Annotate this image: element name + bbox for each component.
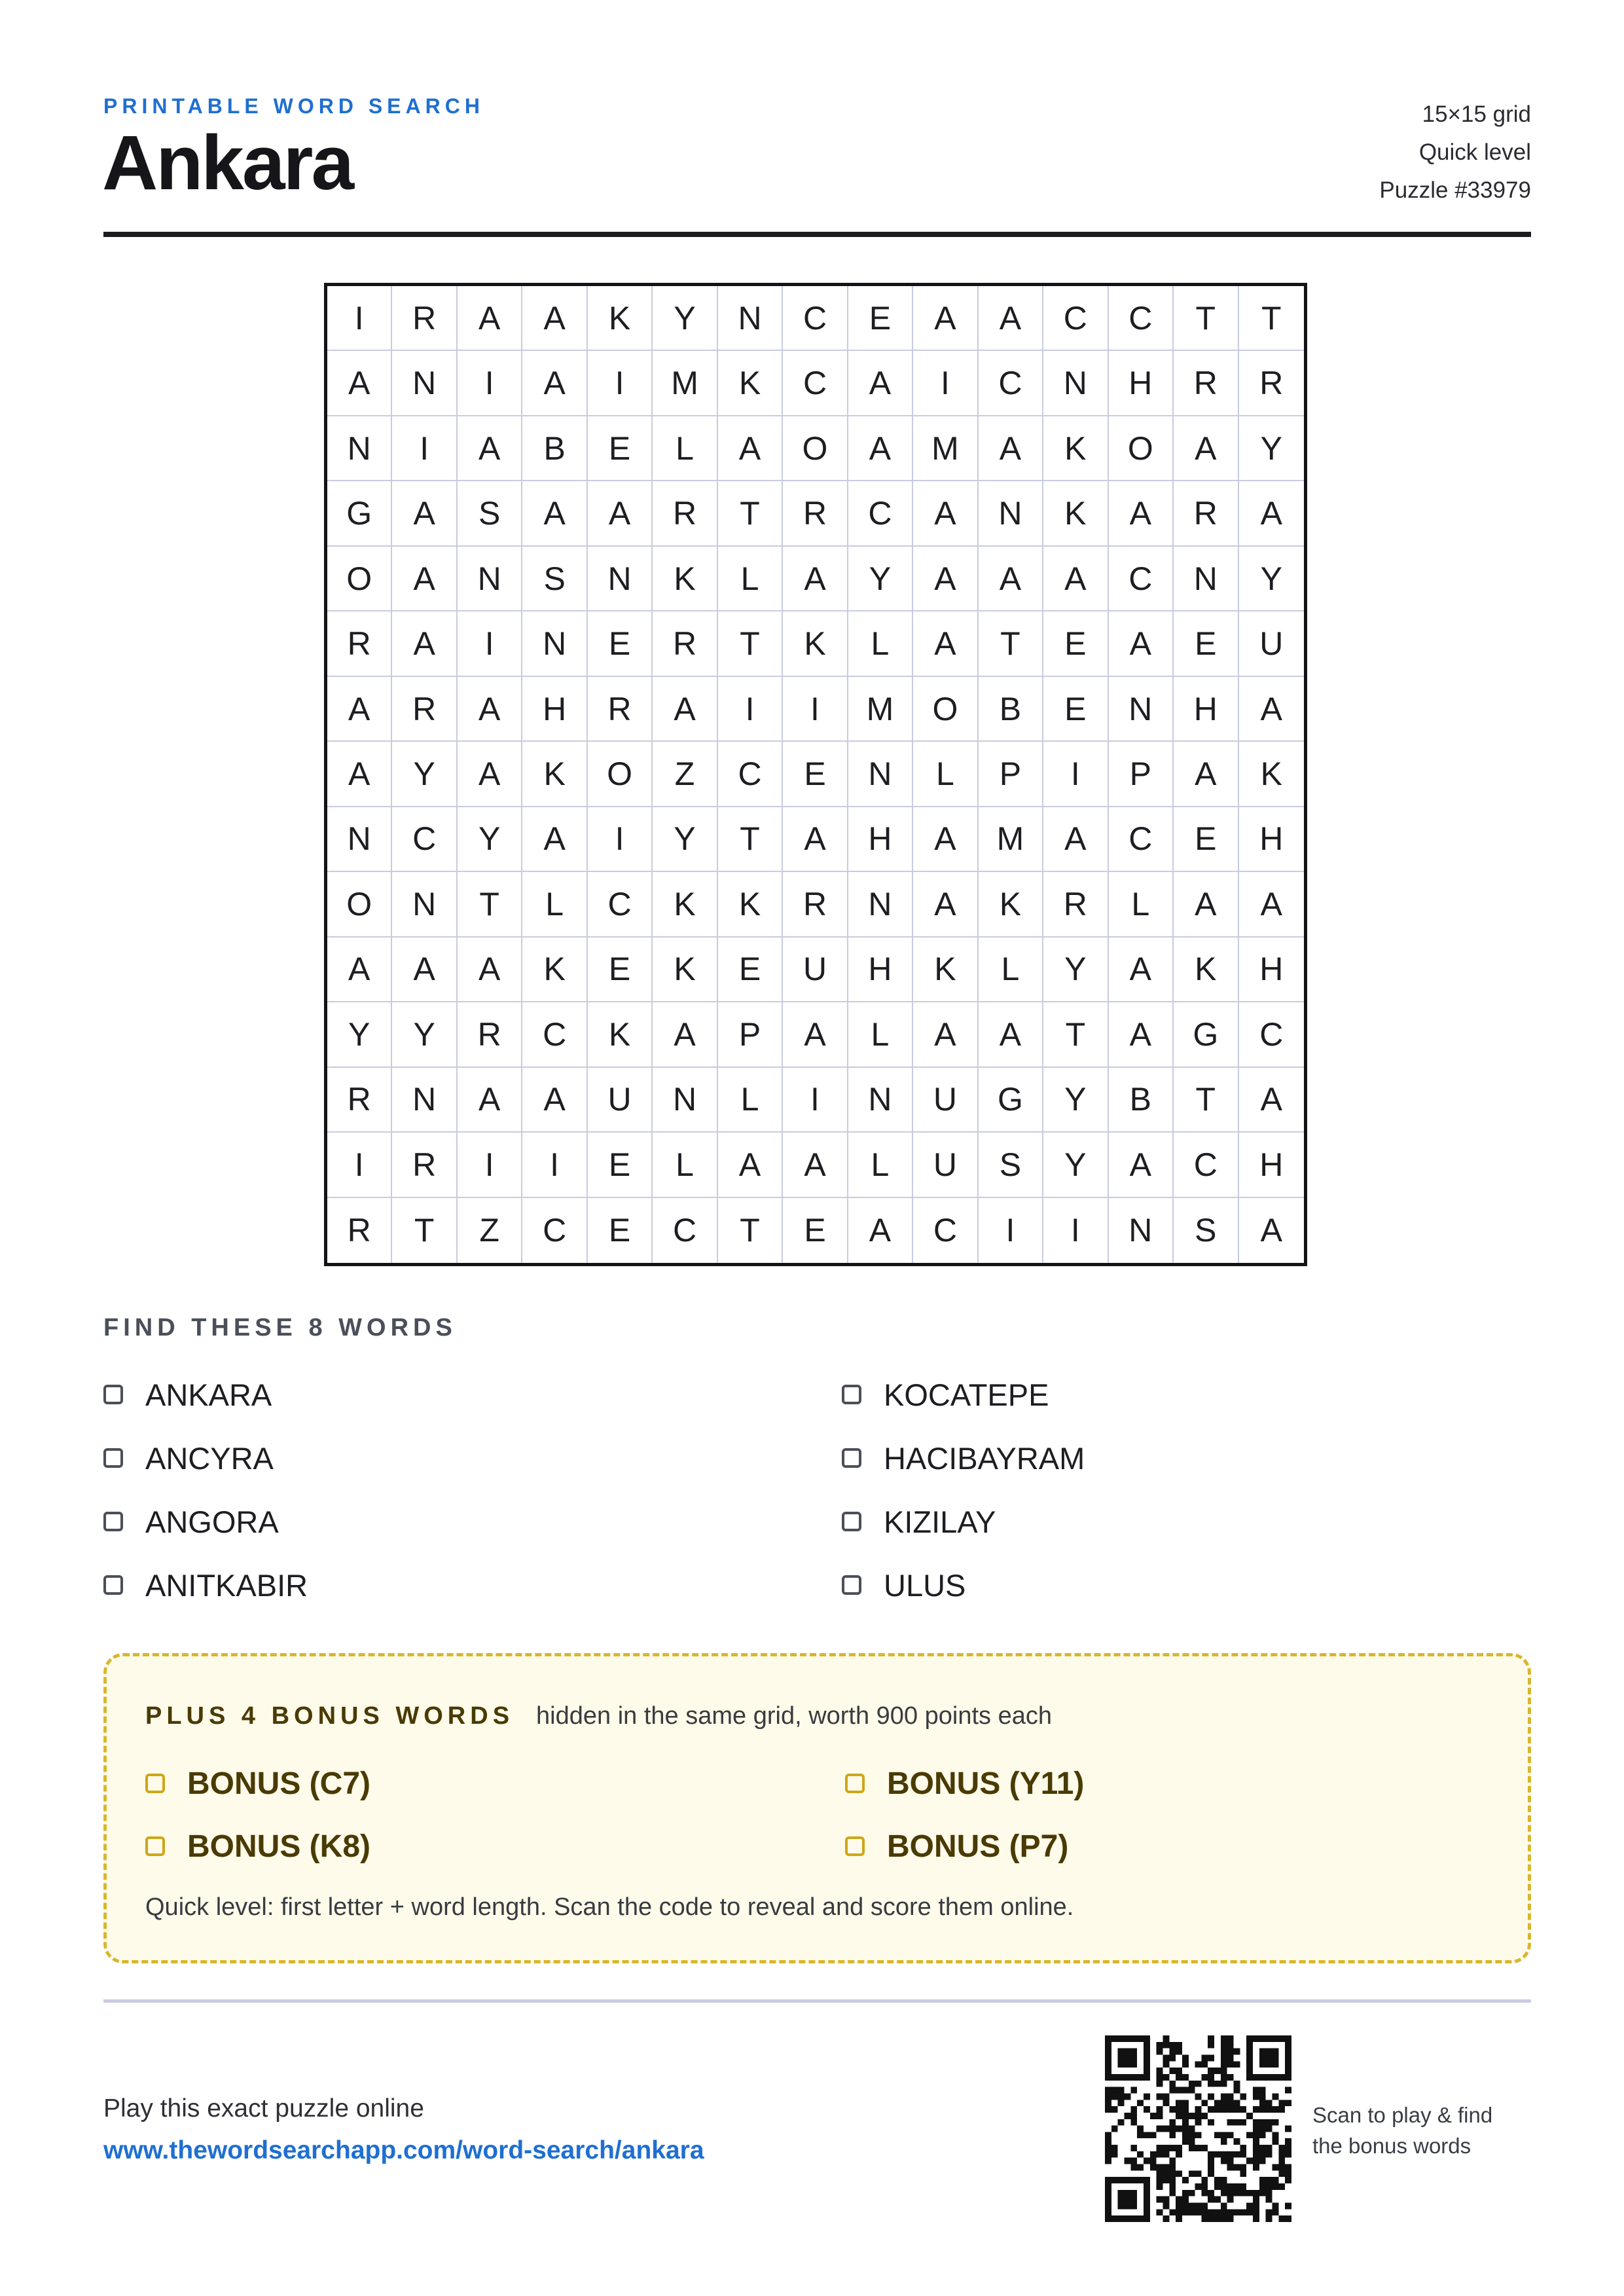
page-title: Ankara [102, 120, 353, 206]
letter-grid [324, 283, 1307, 1266]
grid-cell[interactable]: R [458, 1002, 522, 1067]
grid-cell[interactable]: Y [653, 807, 717, 872]
grid-cell[interactable]: T [718, 1198, 783, 1263]
grid-cell[interactable]: A [718, 416, 783, 481]
grid-cell[interactable]: C [1043, 286, 1108, 351]
grid-cell[interactable]: A [1109, 481, 1174, 546]
grid-cell[interactable]: I [1043, 1198, 1108, 1263]
grid-cell[interactable]: C [653, 1198, 717, 1263]
checkbox[interactable] [103, 1448, 123, 1468]
grid-cell[interactable]: I [458, 611, 522, 676]
grid-cell[interactable]: A [783, 547, 848, 611]
grid-cell[interactable]: Z [458, 1198, 522, 1263]
grid-cell[interactable]: P [1109, 742, 1174, 807]
grid-cell[interactable]: H [1239, 807, 1304, 872]
grid-cell[interactable]: I [588, 351, 653, 416]
qr-code-icon[interactable] [1105, 2035, 1291, 2222]
grid-cell[interactable]: K [1174, 938, 1238, 1002]
grid-cell[interactable]: S [522, 547, 587, 611]
grid-cell[interactable]: K [1043, 416, 1108, 481]
grid-cell[interactable]: Y [1239, 416, 1304, 481]
grid-cell[interactable]: I [1043, 742, 1108, 807]
grid-cell[interactable]: S [458, 481, 522, 546]
grid-cell[interactable]: A [913, 1002, 978, 1067]
word-label: KOCATEPE [884, 1377, 1049, 1412]
bonus-word-label: BONUS (Y11) [887, 1766, 1085, 1801]
grid-cell[interactable]: E [783, 1198, 848, 1263]
grid-cell[interactable]: Y [458, 807, 522, 872]
grid-cell[interactable]: C [979, 351, 1043, 416]
grid-cell[interactable]: K [1043, 481, 1108, 546]
grid-cell[interactable]: A [1043, 807, 1108, 872]
grid-cell[interactable]: A [783, 807, 848, 872]
grid-cell[interactable]: R [327, 1068, 392, 1133]
grid-cell[interactable]: A [1239, 481, 1304, 546]
grid-cell[interactable]: K [588, 1002, 653, 1067]
bonus-word-item [845, 1825, 1494, 1867]
grid-cell[interactable]: N [327, 416, 392, 481]
grid-cell[interactable]: C [522, 1002, 587, 1067]
grid-cell[interactable]: R [392, 677, 457, 742]
grid-cell[interactable]: A [848, 351, 913, 416]
grid-cell[interactable]: Y [392, 742, 457, 807]
grid-cell[interactable]: N [522, 611, 587, 676]
grid-cell[interactable]: N [1109, 677, 1174, 742]
grid-cell[interactable]: A [1109, 938, 1174, 1002]
grid-cell[interactable]: A [522, 351, 587, 416]
word-list [103, 1374, 1531, 1628]
grid-cell[interactable]: R [783, 872, 848, 937]
grid-cell[interactable]: R [783, 481, 848, 546]
grid-cell[interactable]: T [718, 481, 783, 546]
grid-cell[interactable]: E [588, 1198, 653, 1263]
grid-cell[interactable]: I [913, 351, 978, 416]
word-label: ANGORA [145, 1504, 279, 1539]
grid-cell[interactable]: A [913, 872, 978, 937]
grid-cell[interactable]: H [1239, 938, 1304, 1002]
grid-cell[interactable]: T [718, 611, 783, 676]
bonus-checkbox[interactable] [145, 1774, 165, 1793]
grid-cell[interactable]: Y [1239, 547, 1304, 611]
grid-cell[interactable]: T [458, 872, 522, 937]
grid-cell[interactable]: A [522, 286, 587, 351]
word-label: ANCYRA [145, 1440, 274, 1476]
grid-cell[interactable]: A [653, 677, 717, 742]
grid-cell[interactable]: L [848, 611, 913, 676]
grid-cell[interactable]: N [1043, 351, 1108, 416]
word-item [842, 1501, 1531, 1542]
word-label: ULUS [884, 1567, 966, 1603]
grid-cell[interactable]: T [392, 1198, 457, 1263]
grid-cell[interactable]: A [979, 286, 1043, 351]
grid-cell[interactable]: C [1109, 807, 1174, 872]
grid-cell[interactable]: T [1239, 286, 1304, 351]
word-item [842, 1564, 1531, 1606]
grid-cell[interactable]: A [458, 742, 522, 807]
grid-cell[interactable]: L [848, 1133, 913, 1197]
grid-cell[interactable]: A [979, 547, 1043, 611]
grid-cell[interactable]: E [783, 742, 848, 807]
grid-cell[interactable]: K [653, 547, 717, 611]
grid-cell[interactable]: A [392, 938, 457, 1002]
grid-cell[interactable]: R [392, 286, 457, 351]
grid-cell[interactable]: C [1239, 1002, 1304, 1067]
grid-cell[interactable]: K [783, 611, 848, 676]
grid-cell[interactable]: C [588, 872, 653, 937]
grid-cell[interactable]: A [913, 286, 978, 351]
grid-cell[interactable]: A [783, 1002, 848, 1067]
grid-cell[interactable]: I [718, 677, 783, 742]
grid-cell[interactable]: K [913, 938, 978, 1002]
grid-cell[interactable]: G [327, 481, 392, 546]
checkbox[interactable] [103, 1575, 123, 1595]
grid-cell[interactable]: B [979, 677, 1043, 742]
grid-cell[interactable]: L [653, 416, 717, 481]
grid-cell[interactable]: A [1239, 677, 1304, 742]
grid-cell[interactable]: M [653, 351, 717, 416]
grid-cell[interactable]: E [1174, 611, 1238, 676]
bonus-title: PLUS 4 BONUS WORDS [145, 1702, 514, 1730]
checkbox[interactable] [842, 1512, 861, 1531]
grid-cell[interactable]: A [458, 1068, 522, 1133]
grid-cell[interactable]: E [588, 938, 653, 1002]
find-heading: FIND THESE 8 WORDS [103, 1314, 457, 1341]
bonus-header [145, 1702, 1052, 1730]
grid-cell[interactable]: C [848, 481, 913, 546]
grid-cell[interactable]: A [588, 481, 653, 546]
puzzle-number: Puzzle #33979 [1379, 177, 1531, 203]
grid-cell[interactable]: A [1174, 742, 1238, 807]
play-online-label: Play this exact puzzle online [103, 2094, 424, 2123]
grid-cell[interactable]: C [783, 351, 848, 416]
bonus-word-item [845, 1762, 1494, 1804]
grid-cell[interactable]: N [392, 872, 457, 937]
grid-cell[interactable]: I [458, 351, 522, 416]
grid-cell[interactable]: E [848, 286, 913, 351]
word-label: KIZILAY [884, 1504, 996, 1539]
grid-cell[interactable]: I [392, 416, 457, 481]
grid-cell[interactable]: I [783, 677, 848, 742]
grid-cell[interactable]: O [327, 547, 392, 611]
grid-cell[interactable]: U [783, 938, 848, 1002]
grid-cell[interactable]: A [392, 547, 457, 611]
grid-cell[interactable]: I [327, 1133, 392, 1197]
puzzle-url-link[interactable]: www.thewordsearchapp.com/word-search/ankara [103, 2136, 704, 2164]
grid-cell[interactable]: T [1174, 286, 1238, 351]
level: Quick level [1418, 139, 1531, 165]
grid-cell[interactable]: A [653, 1002, 717, 1067]
bonus-note: Quick level: first letter + word length. Scan the code to reveal and score them online. [145, 1893, 1074, 1921]
grid-cell[interactable]: M [913, 416, 978, 481]
grid-cell[interactable]: I [979, 1198, 1043, 1263]
grid-cell[interactable]: L [522, 872, 587, 937]
grid-cell[interactable]: B [1109, 1068, 1174, 1133]
scan-caption [1312, 2100, 1492, 2161]
grid-cell[interactable]: A [913, 481, 978, 546]
grid-cell[interactable]: L [848, 1002, 913, 1067]
grid-cell[interactable]: L [913, 742, 978, 807]
grid-cell[interactable]: A [392, 611, 457, 676]
grid-cell[interactable]: G [1174, 1002, 1238, 1067]
grid-cell[interactable]: A [718, 1133, 783, 1197]
grid-cell[interactable]: K [653, 872, 717, 937]
grid-cell[interactable]: K [653, 938, 717, 1002]
grid-cell[interactable]: A [327, 351, 392, 416]
checkbox[interactable] [103, 1385, 123, 1404]
grid-cell[interactable]: U [1239, 611, 1304, 676]
grid-cell[interactable]: O [783, 416, 848, 481]
grid-cell[interactable]: A [458, 286, 522, 351]
grid-cell[interactable]: K [1239, 742, 1304, 807]
grid-cell[interactable]: A [327, 742, 392, 807]
grid-cell[interactable]: I [783, 1068, 848, 1133]
grid-cell[interactable]: R [653, 481, 717, 546]
grid-cell[interactable]: Y [1043, 1068, 1108, 1133]
grid-cell[interactable]: C [783, 286, 848, 351]
grid-cell[interactable]: P [718, 1002, 783, 1067]
word-item [103, 1437, 842, 1479]
checkbox[interactable] [842, 1385, 861, 1404]
grid-cell[interactable]: A [458, 677, 522, 742]
grid-cell[interactable]: L [1109, 872, 1174, 937]
word-label: ANITKABIR [145, 1567, 308, 1603]
grid-cell[interactable]: R [1174, 481, 1238, 546]
grid-cell[interactable]: A [848, 1198, 913, 1263]
checkbox[interactable] [842, 1575, 861, 1595]
puzzle-meta [1379, 96, 1531, 210]
grid-cell[interactable]: O [588, 742, 653, 807]
grid-cell[interactable]: K [522, 742, 587, 807]
grid-cell[interactable]: A [392, 481, 457, 546]
grid-cell[interactable]: H [1174, 677, 1238, 742]
grid-cell[interactable]: N [848, 872, 913, 937]
grid-cell[interactable]: T [718, 807, 783, 872]
grid-cell[interactable]: M [979, 807, 1043, 872]
grid-cell[interactable]: A [522, 1068, 587, 1133]
grid-cell[interactable]: R [653, 611, 717, 676]
grid-cell[interactable]: A [1239, 872, 1304, 937]
grid-cell[interactable]: A [522, 481, 587, 546]
grid-cell[interactable]: E [1174, 807, 1238, 872]
grid-cell[interactable]: A [327, 938, 392, 1002]
grid-cell[interactable]: C [1109, 286, 1174, 351]
grid-cell[interactable]: K [718, 351, 783, 416]
grid-cell[interactable]: C [522, 1198, 587, 1263]
bonus-word-list [145, 1762, 1494, 1888]
grid-cell[interactable]: N [588, 547, 653, 611]
grid-cell[interactable]: E [718, 938, 783, 1002]
grid-cell[interactable]: N [1109, 1198, 1174, 1263]
grid-cell[interactable]: L [718, 1068, 783, 1133]
grid-cell[interactable]: N [327, 807, 392, 872]
word-item [103, 1564, 842, 1606]
grid-cell[interactable]: N [979, 481, 1043, 546]
grid-cell[interactable]: N [848, 1068, 913, 1133]
grid-cell[interactable]: T [1174, 1068, 1238, 1133]
grid-cell[interactable]: E [588, 416, 653, 481]
grid-cell[interactable]: A [979, 416, 1043, 481]
grid-cell[interactable]: Y [1043, 1133, 1108, 1197]
grid-cell[interactable]: K [718, 872, 783, 937]
scan-caption-line-1: Scan to play & find [1312, 2103, 1493, 2127]
grid-cell[interactable]: R [327, 611, 392, 676]
grid-cell[interactable]: N [392, 351, 457, 416]
grid-cell[interactable]: A [1239, 1068, 1304, 1133]
grid-cell[interactable]: N [718, 286, 783, 351]
grid-cell[interactable]: S [1174, 1198, 1238, 1263]
footer-divider [103, 1999, 1531, 2003]
grid-cell[interactable]: C [913, 1198, 978, 1263]
grid-cell[interactable]: N [458, 547, 522, 611]
word-item [842, 1437, 1531, 1479]
grid-cell[interactable]: N [1174, 547, 1238, 611]
word-item [103, 1501, 842, 1542]
grid-cell[interactable]: E [588, 611, 653, 676]
grid-cell[interactable]: Y [1043, 938, 1108, 1002]
grid-cell[interactable]: R [392, 1133, 457, 1197]
grid-cell[interactable]: U [913, 1133, 978, 1197]
bonus-word-item [145, 1825, 845, 1867]
grid-cell[interactable]: A [458, 416, 522, 481]
grid-cell[interactable]: A [522, 807, 587, 872]
bonus-word-item [145, 1762, 845, 1804]
grid-cell[interactable]: P [979, 742, 1043, 807]
grid-cell[interactable]: H [522, 677, 587, 742]
grid-cell[interactable]: K [522, 938, 587, 1002]
bonus-word-label: BONUS (C7) [187, 1766, 371, 1801]
grid-cell[interactable]: Y [848, 547, 913, 611]
grid-cell[interactable]: H [1109, 351, 1174, 416]
grid-cell[interactable]: R [1239, 351, 1304, 416]
grid-cell[interactable]: H [848, 938, 913, 1002]
grid-cell[interactable]: T [979, 611, 1043, 676]
grid-cell[interactable]: R [1043, 872, 1108, 937]
checkbox[interactable] [103, 1512, 123, 1531]
grid-cell[interactable]: R [327, 1198, 392, 1263]
grid-cell[interactable]: B [522, 416, 587, 481]
grid-cell[interactable]: U [913, 1068, 978, 1133]
grid-cell[interactable]: I [588, 807, 653, 872]
bonus-subtitle: hidden in the same grid, worth 900 points each [536, 1702, 1052, 1730]
grid-cell[interactable]: A [1174, 872, 1238, 937]
bonus-word-label: BONUS (P7) [887, 1829, 1069, 1864]
grid-cell[interactable]: Y [653, 286, 717, 351]
grid-cell[interactable]: C [392, 807, 457, 872]
grid-cell[interactable]: K [979, 872, 1043, 937]
grid-cell[interactable]: A [979, 1002, 1043, 1067]
grid-cell[interactable]: A [458, 938, 522, 1002]
grid-cell[interactable]: S [979, 1133, 1043, 1197]
grid-size: 15×15 grid [1422, 101, 1531, 127]
grid-cell[interactable]: Y [392, 1002, 457, 1067]
word-item [842, 1374, 1531, 1415]
grid-cell[interactable]: H [1239, 1133, 1304, 1197]
grid-cell[interactable]: C [1109, 547, 1174, 611]
grid-cell[interactable]: L [653, 1133, 717, 1197]
grid-cell[interactable]: C [1174, 1133, 1238, 1197]
grid-cell[interactable]: Y [327, 1002, 392, 1067]
bonus-checkbox[interactable] [845, 1774, 865, 1793]
grid-cell[interactable]: M [848, 677, 913, 742]
grid-cell[interactable]: A [913, 547, 978, 611]
grid-cell[interactable]: A [1109, 1133, 1174, 1197]
grid-cell[interactable]: N [653, 1068, 717, 1133]
grid-cell[interactable]: O [913, 677, 978, 742]
grid-cell[interactable]: E [588, 1133, 653, 1197]
word-label: HACIBAYRAM [884, 1440, 1085, 1476]
grid-cell[interactable]: H [848, 807, 913, 872]
grid-cell[interactable]: N [392, 1068, 457, 1133]
grid-cell[interactable]: G [979, 1068, 1043, 1133]
grid-cell[interactable]: A [848, 416, 913, 481]
bonus-checkbox[interactable] [145, 1836, 165, 1856]
grid-cell[interactable]: A [1174, 416, 1238, 481]
header-divider [103, 232, 1531, 237]
grid-cell[interactable]: L [718, 547, 783, 611]
grid-cell[interactable]: R [1174, 351, 1238, 416]
grid-cell[interactable]: A [913, 807, 978, 872]
grid-cell[interactable]: O [327, 872, 392, 937]
grid-cell[interactable]: L [979, 938, 1043, 1002]
scan-caption-line-2: the bonus words [1312, 2134, 1471, 2158]
word-label: ANKARA [145, 1377, 272, 1412]
grid-cell[interactable]: E [1043, 677, 1108, 742]
grid-cell[interactable]: T [1043, 1002, 1108, 1067]
word-item [103, 1374, 842, 1415]
grid-cell[interactable]: E [1043, 611, 1108, 676]
grid-cell[interactable]: A [1260, 1212, 1282, 1249]
grid-cell[interactable]: A [1109, 611, 1174, 676]
grid-cell[interactable]: O [1109, 416, 1174, 481]
grid-cell[interactable]: A [327, 677, 392, 742]
grid-cell[interactable]: K [588, 286, 653, 351]
grid-cell[interactable]: Z [653, 742, 717, 807]
checkbox[interactable] [842, 1448, 861, 1468]
grid-cell[interactable]: R [588, 677, 653, 742]
grid-cell[interactable]: I [522, 1133, 587, 1197]
grid-cell[interactable]: I [458, 1133, 522, 1197]
grid-cell[interactable]: A [1043, 547, 1108, 611]
grid-cell[interactable]: I [327, 286, 392, 351]
grid-cell[interactable]: N [848, 742, 913, 807]
grid-cell[interactable]: A [913, 611, 978, 676]
grid-cell[interactable]: A [783, 1133, 848, 1197]
bonus-panel [103, 1653, 1531, 1963]
bonus-word-label: BONUS (K8) [187, 1829, 371, 1864]
grid-cell[interactable]: U [588, 1068, 653, 1133]
kicker: PRINTABLE WORD SEARCH [103, 94, 484, 118]
bonus-checkbox[interactable] [845, 1836, 865, 1856]
grid-cell[interactable]: C [718, 742, 783, 807]
grid-cell[interactable]: A [1109, 1002, 1174, 1067]
